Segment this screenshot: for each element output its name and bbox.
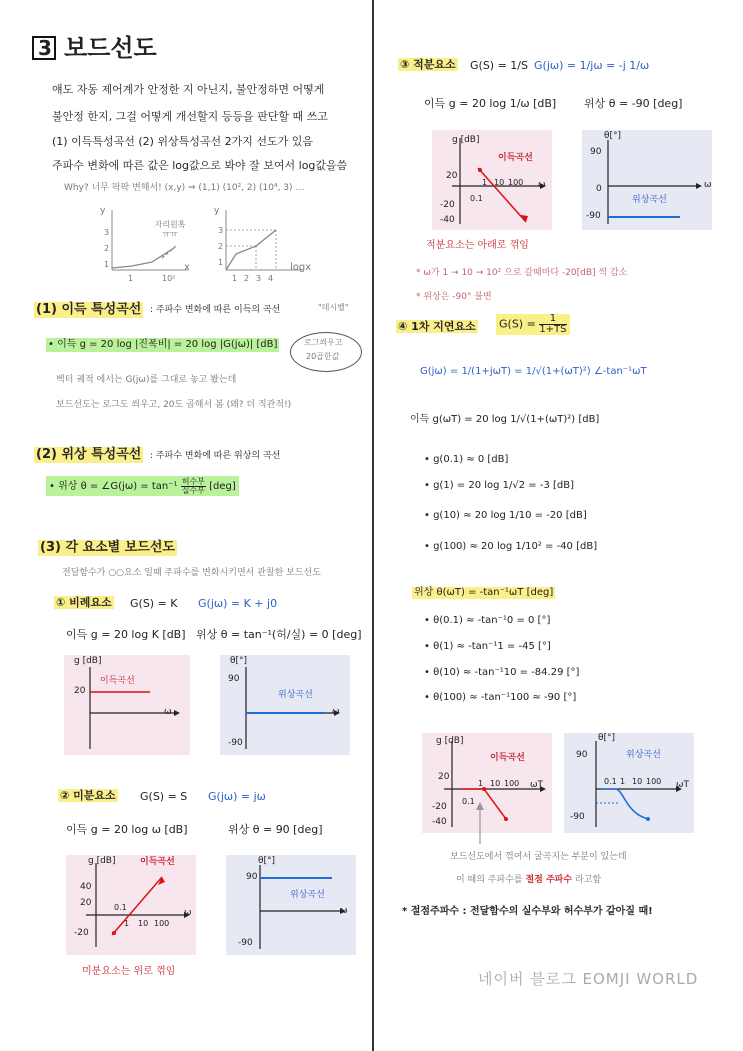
intro-line-2: 불안정 한지, 그걸 어떻게 개선할지 등등을 판단할 때 쓰고 [52, 110, 328, 123]
bend-note-1: 보드선도에서 꺾여서 굴곡지는 부분이 있는데 [450, 852, 627, 862]
watermark: 네이버 블로그 EOMJI WORLD [478, 970, 699, 988]
fo-gain-x-01: 0.1 [462, 797, 475, 806]
der-phase-ylabel: θ[°] [258, 856, 276, 866]
intro-line-3: (1) 이득특성곡선 (2) 위상특성곡선 2가지 선도가 있음 [52, 135, 314, 148]
bend-note-2-pre: 이 때의 주파수를 [456, 875, 523, 885]
intro-line-1: 얘도 자동 제어계가 안정한 지 아닌지, 불안정하면 어떻게 [52, 83, 325, 96]
derivative-gjw: G(jω) = jω [208, 790, 266, 803]
fo-phase-ylabel: θ[°] [598, 733, 616, 743]
bend-note-2-post: 라고함 [574, 875, 602, 885]
gain-note-1: 벡터 궤적 에서는 G(jω)를 그대로 놓고 봤는데 [56, 375, 237, 385]
fo-gain-x-100: 100 [504, 779, 520, 788]
gain-curve-desc: : 주파수 변화에 따른 이득의 곡선 [150, 305, 281, 315]
der-gain-tick-20: 20 [80, 898, 92, 908]
fo-phase-value-1: • θ(0.1) ≈ -tan⁻¹0 = 0 [°] [424, 615, 551, 626]
int-gain-x-100: 100 [508, 178, 524, 187]
mini-left-ytick-3: 3 [104, 228, 110, 237]
der-gain-x-01: 0.1 [114, 903, 127, 912]
first-order-label: ④ 1차 지연요소 [398, 320, 476, 333]
phase-formula-suffix: [deg] [209, 481, 236, 492]
mini-left-comment: 자리원혹 ㅠㅠ [154, 220, 186, 239]
fo-phase-x-100: 100 [646, 777, 662, 786]
first-order-gjw: G(jω) = 1/(1+jωT) = 1/√(1+(ωT)²) ∠-tan⁻¹ωT [420, 366, 647, 377]
mini-right-xtick-1: 1 [232, 274, 238, 283]
fo-phase-value-3: • θ(10) ≈ -tan⁻¹10 = -84.29 [°] [424, 667, 580, 678]
der-phase-curve-label: 위상곡선 [290, 890, 325, 900]
der-phase-x: ω [340, 906, 348, 916]
prop-phase-curve-label: 위상곡선 [278, 690, 313, 700]
prop-phase-x: ω [332, 707, 340, 717]
int-phase-tick-m90: -90 [586, 211, 601, 221]
der-gain-curve-label: 이득곡선 [140, 857, 175, 867]
der-gain-x-1: 1 [124, 919, 130, 928]
bend-note-2-key: 절점 주파수 [525, 875, 573, 885]
fo-gain-value-3: • g(10) ≈ 20 log 1/10 = -20 [dB] [424, 510, 587, 521]
phase-formula-fraction [181, 478, 206, 495]
int-gain-x-1: 1 [482, 178, 488, 187]
phase-formula [46, 476, 239, 496]
phase-curve-desc: : 주파수 변화에 따른 위상의 곡선 [150, 451, 281, 461]
mini-right-xtick-4: 4 [268, 274, 274, 283]
integral-phase: 위상 θ = -90 [deg] [584, 97, 683, 110]
title-number: 3 [38, 36, 52, 60]
integral-phase-graph [582, 130, 712, 230]
prop-phase-tick-90: 90 [228, 674, 240, 684]
fo-gain-curve-label: 이득곡선 [490, 753, 525, 763]
fo-phase-value-2: • θ(1) ≈ -tan⁻¹1 = -45 [°] [424, 641, 551, 652]
proportional-gain: 이득 g = 20 log K [dB] [66, 628, 186, 641]
der-gain-x-10: 10 [138, 919, 149, 928]
first-order-phase: 위상 θ(ωT) = -tan⁻¹ωT [deg] [414, 587, 554, 598]
der-phase-tick-m90: -90 [238, 938, 253, 948]
mini-right-xtick-2: 2 [244, 274, 250, 283]
gain-note-2: 보드선도는 로그도 씌우고, 20도 곱해서 봄 (왜? 더 직관적!) [56, 400, 292, 410]
proportional-gjw: G(jω) = K + j0 [198, 597, 278, 610]
bend-arrow [470, 800, 490, 846]
derivative-phase: 위상 θ = 90 [deg] [228, 823, 323, 836]
mini-right-ylabel: y [214, 206, 220, 216]
fo-gain-value-1: • g(0.1) ≈ 0 [dB] [424, 454, 509, 465]
int-gain-tick-m40: -40 [440, 215, 455, 225]
integral-bullet-2: * 위상은 -90° 불변 [416, 292, 492, 302]
der-gain-tick-40: 40 [80, 882, 92, 892]
fo-gain-value-2: • g(1) = 20 log 1/√2 = -3 [dB] [424, 480, 575, 491]
decibel-note: "데시벨" [318, 303, 349, 312]
integral-gain: 이득 g = 20 log 1/ω [dB] [424, 97, 557, 110]
fo-gs-num: 1 [539, 314, 566, 325]
fo-phase-x: ωT [676, 780, 690, 790]
fo-gain-x: ωT [530, 780, 544, 790]
fo-phase-x-10: 10 [632, 777, 643, 786]
mini-left-ytick-2: 2 [104, 244, 110, 253]
bubble-line-2: 20곱한값 [306, 352, 340, 361]
first-order-gs [496, 314, 570, 335]
column-divider [372, 0, 374, 1051]
fo-gain-tick-20: 20 [438, 772, 450, 782]
prop-gain-x: ω [164, 707, 172, 717]
first-order-gs-fraction [539, 314, 566, 335]
fo-phase-x-01: 0.1 [604, 777, 617, 786]
mini-left-ylabel: y [100, 206, 106, 216]
derivative-gain: 이득 g = 20 log ω [dB] [66, 823, 188, 836]
der-gain-x-100: 100 [154, 919, 170, 928]
bubble-line-1: 로그씌우고 [304, 338, 343, 347]
fo-gain-tick-m40: -40 [432, 817, 447, 827]
int-phase-x: ω [704, 180, 712, 190]
integral-bullet-1: * ω가 1 → 10 → 10² 으로 갈때마다 -20[dB] 씩 감소 [416, 268, 628, 278]
fo-gain-value-4: • g(100) ≈ 20 log 1/10² = -40 [dB] [424, 541, 598, 552]
derivative-gs: G(S) = S [140, 790, 188, 803]
prop-phase-tick-m90: -90 [228, 738, 243, 748]
proportional-label: ① 비례요소 [56, 596, 112, 609]
fo-gain-x-1: 1 [478, 779, 484, 788]
proportional-phase: 위상 θ = tan⁻¹(허/실) = 0 [deg] [196, 628, 362, 641]
int-phase-tick-0: 0 [596, 184, 602, 194]
integral-gjw: G(jω) = 1/jω = -j 1/ω [534, 59, 650, 72]
prop-gain-ylabel: g [dB] [74, 656, 102, 666]
fo-phase-tick-m90: -90 [570, 812, 585, 822]
phase-curve-heading: (2) 위상 특성곡선 [36, 447, 142, 462]
corner-frequency-definition: * 절점주파수 : 전달함수의 실수부와 허수부가 같아질 때! [402, 906, 653, 917]
first-order-gs-prefix: G(S) = [499, 317, 536, 331]
phase-frac-num: 허수부 [181, 476, 205, 486]
elements-heading: (3) 각 요소별 보드선도 [40, 540, 175, 555]
int-gain-x-10: 10 [494, 178, 505, 187]
fo-gain-ylabel: g [dB] [436, 736, 464, 746]
mini-right-xlabel: logx [290, 262, 312, 273]
phase-formula-prefix: • 위상 θ = ∠G(jω) = tan⁻¹ [49, 481, 178, 492]
mini-left-xtick-100: 10² [162, 274, 176, 283]
int-gain-tick-m20: -20 [440, 200, 455, 210]
derivative-label: ② 미분요소 [60, 789, 116, 802]
elements-desc: 전달함수가 ○○요소 일때 주파수를 변화시키면서 관찰한 보드선도 [62, 568, 321, 578]
proportional-gain-graph [64, 655, 190, 755]
intro-line-5: Why? 너무 팍팍 변해서! (x,y) ⇒ (1,1) (10², 2) (10⁴, 3) … [64, 183, 305, 193]
mini-right-xtick-3: 3 [256, 274, 262, 283]
fo-phase-x-1: 1 [620, 777, 626, 786]
der-phase-tick-90: 90 [246, 872, 258, 882]
integral-label: ③ 적분요소 [400, 58, 456, 71]
mini-left-ytick-1: 1 [104, 260, 110, 269]
page-title: 보드선도 [64, 34, 157, 62]
phase-frac-den: 실수부 [181, 485, 205, 495]
int-gain-curve-label: 이득곡선 [498, 153, 533, 163]
int-gain-x-01: 0.1 [470, 194, 483, 203]
prop-phase-ylabel: θ[°] [230, 656, 248, 666]
proportional-gs: G(S) = K [130, 597, 178, 610]
int-gain-ylabel: g [dB] [452, 135, 480, 145]
derivative-note: 미분요소는 위로 꺾임 [82, 966, 176, 977]
int-gain-tick-20: 20 [446, 171, 458, 181]
prop-gain-curve-label: 이득곡선 [100, 676, 135, 686]
mini-left-xtick-1: 1 [128, 274, 134, 283]
first-order-gain: 이득 g(ωT) = 20 log 1/√(1+(ωT)²) [dB] [410, 414, 600, 425]
fo-gs-den: 1+TS [539, 324, 567, 335]
der-gain-ylabel: g [dB] [88, 856, 116, 866]
mini-left-xlabel: x [184, 262, 190, 273]
fo-gain-tick-m20: -20 [432, 802, 447, 812]
int-phase-curve-label: 위상곡선 [632, 195, 667, 205]
int-phase-ylabel: θ[°] [604, 131, 622, 141]
fo-phase-value-4: • θ(100) ≈ -tan⁻¹100 ≈ -90 [°] [424, 692, 577, 703]
intro-line-4: 주파수 변화에 따른 값은 log값으로 봐야 잘 보여서 log값을씀 [52, 159, 348, 172]
fo-gain-x-10: 10 [490, 779, 501, 788]
der-gain-tick-m20: -20 [74, 928, 89, 938]
int-phase-tick-90: 90 [590, 147, 602, 157]
integral-gs: G(S) = 1/S [470, 59, 528, 72]
bend-note-2 [456, 875, 601, 886]
mini-right-ytick-3: 3 [218, 226, 224, 235]
integral-note: 적분요소는 아래로 꺾임 [426, 240, 529, 251]
der-gain-x: ω [184, 908, 192, 918]
mini-right-ytick-2: 2 [218, 242, 224, 251]
mini-right-ytick-1: 1 [218, 258, 224, 267]
fo-phase-curve-label: 위상곡선 [626, 750, 661, 760]
gain-formula: • 이득 g = 20 log |진폭비| = 20 log |G(jω)| [dB] [48, 339, 278, 350]
gain-curve-heading: (1) 이득 특성곡선 [36, 302, 142, 317]
fo-phase-tick-90: 90 [576, 750, 588, 760]
int-gain-x: ω [538, 180, 546, 190]
prop-gain-tick-20: 20 [74, 686, 86, 696]
